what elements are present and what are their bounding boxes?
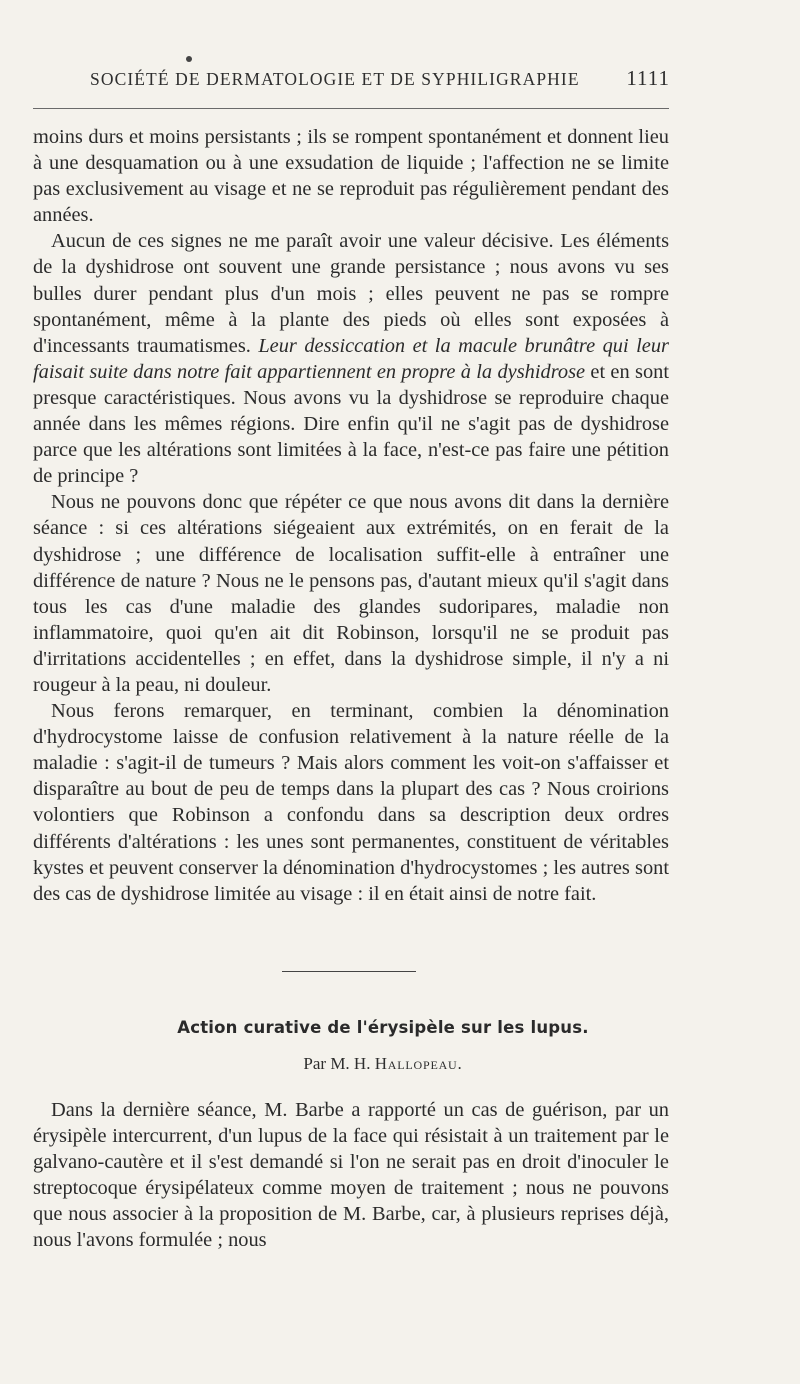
paragraph-3: Nous ne pouvons donc que répéter ce que nous avons dit dans la dernière séance : si ces altérations siégeaient aux extrémités, on en ferait de la dyshidrose ; une différence de localisation suffit-elle à entraîner une différence de nature ? Nous ne le pensons pas, d'autant mieux qu'il s'agit dans tous les cas d'une maladie des glandes sudoripares, maladie non inflammatoire, quoi qu'en ait dit Robinson, lorsqu'il ne se produit pas d'irritations accidentelles ; en effet, dans la dyshidrose simple, il n'y a ni rougeur à la peau, ni douleur. — [33, 491, 669, 696]
section-body — [33, 1097, 669, 1254]
running-title: SOCIÉTÉ DE DERMATOLOGIE ET DE SYPHILIGRAPHIE — [90, 69, 580, 89]
paragraph-2 — [33, 228, 669, 489]
running-header — [90, 66, 670, 96]
paragraph-1: moins durs et moins persistants ; ils se rompent spontanément et donnent lieu à une desquamation ou à une exsudation de liquide ; l'affection ne se limite pas exclusivement au visage et ne se reproduit pas régulièrement pendant des années. — [33, 126, 669, 227]
paragraph-2-part-b: et en sont presque caractéristiques. Nous avons vu la dyshidrose se reproduire chaque année dans les mêmes régions. Dire enfin qu'il ne s'agit pas de dyshidrose parce que les altérations sont limitées à la face, n'est-ce pas faire une pétition de principe ? — [33, 360, 669, 488]
byline — [33, 1054, 733, 1074]
byline-author: Hallopeau. — [374, 1054, 463, 1073]
section-separator — [282, 971, 416, 972]
byline-prefix: Par M. H. — [303, 1054, 375, 1073]
paragraph-2-italic: Leur dessiccation et la macule brunâtre qui leur faisait suite dans notre fait appartiennent en propre à la dyshidrose — [33, 334, 669, 383]
print-dot — [186, 56, 192, 62]
section-title: Action curative de l'érysipèle sur les lupus. — [177, 1018, 589, 1037]
section-paragraph-1: Dans la dernière séance, M. Barbe a rapporté un cas de guérison, par un érysipèle intercurrent, d'un lupus de la face qui résistait à un traitement par le galvano-cautère et il s'est demandé si l'on ne serait pas en droit d'inoculer le streptocoque érysipélateux comme moyen de traitement ; nous ne pouvons que nous associer à la proposition de M. Barbe, car, à plusieurs reprises déjà, nous l'avons formulée ; nous — [33, 1099, 669, 1252]
page-number: 1111 — [626, 66, 670, 90]
paragraph-4: Nous ferons remarquer, en terminant, combien la dénomination d'hydrocystome laisse de confusion relativement à la nature réelle de la maladie : s'agit-il de tumeurs ? Mais alors comment les voit-on s'affaisser et disparaître au bout de peu de temps dans la plupart des cas ? Nous croirions volontiers que Robinson a confondu dans sa description deux ordres différents d'altérations : les unes sont permanentes, constituent de véritables kystes et peuvent conserver la dénomination d'hydrocystomes ; les autres sont des cas de dyshidrose limitée au visage : il en était ainsi de notre fait. — [33, 700, 669, 905]
header-rule — [33, 108, 669, 109]
paragraph-2-part-a: Aucun de ces signes ne me paraît avoir une valeur décisive. Les éléments de la dyshidrose ont souvent une grande persistance ; nous avons vu ses bulles durer pendant plus d'un mois ; elles peuvent ne pas se rompre spontanément, même à la plante des pieds où elles sont exposées à d'incessants traumatismes. — [33, 230, 669, 357]
body-text — [33, 124, 669, 907]
